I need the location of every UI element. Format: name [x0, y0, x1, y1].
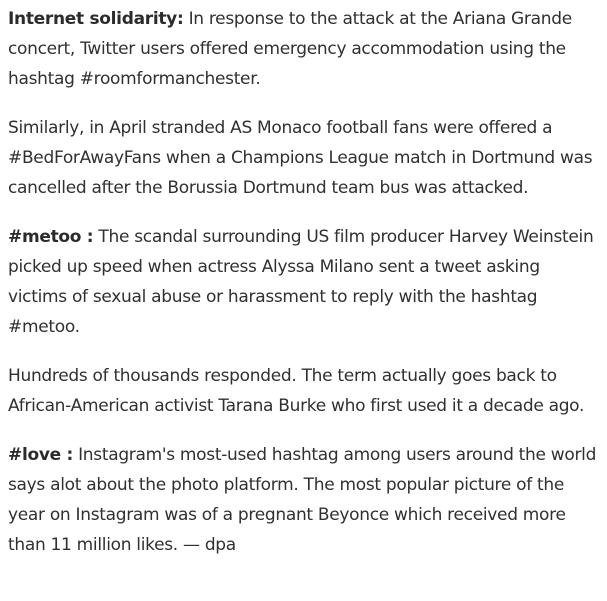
paragraph-hundreds-responded — [8, 361, 599, 421]
paragraph-lead: Internet solidarity: — [8, 9, 184, 29]
paragraph-text: Instagram's most-used hashtag among users around the world says alot about the photo platform. The most popular picture of the year on Instagram was of a pregnant Beyonce which received more than 11 million likes. — dpa — [8, 445, 597, 555]
paragraph-bedforawayfans — [8, 113, 599, 203]
paragraph-lead: #love : — [8, 445, 73, 465]
paragraph-text: Similarly, in April stranded AS Monaco football fans were offered a #BedForAwayFans when a Champions League match in Dortmund was cancelled after the Borussia Dortmund team bus was attacked. — [8, 118, 593, 198]
paragraph-metoo — [8, 222, 599, 342]
paragraph-text: In response to the attack at the Ariana Grande concert, Twitter users offered emergency accommodation using the hashtag #roomformanchester. — [8, 9, 572, 89]
paragraph-text: The scandal surrounding US film producer Harvey Weinstein picked up speed when actress Alyssa Milano sent a tweet asking victims of sexual abuse or harassment to reply with the hashtag #metoo. — [8, 227, 594, 337]
paragraph-love — [8, 440, 599, 560]
paragraph-internet-solidarity — [8, 4, 599, 94]
paragraph-text: Hundreds of thousands responded. The term actually goes back to African-American activist Tarana Burke who first used it a decade ago. — [8, 366, 585, 416]
paragraph-lead: #metoo : — [8, 227, 94, 247]
